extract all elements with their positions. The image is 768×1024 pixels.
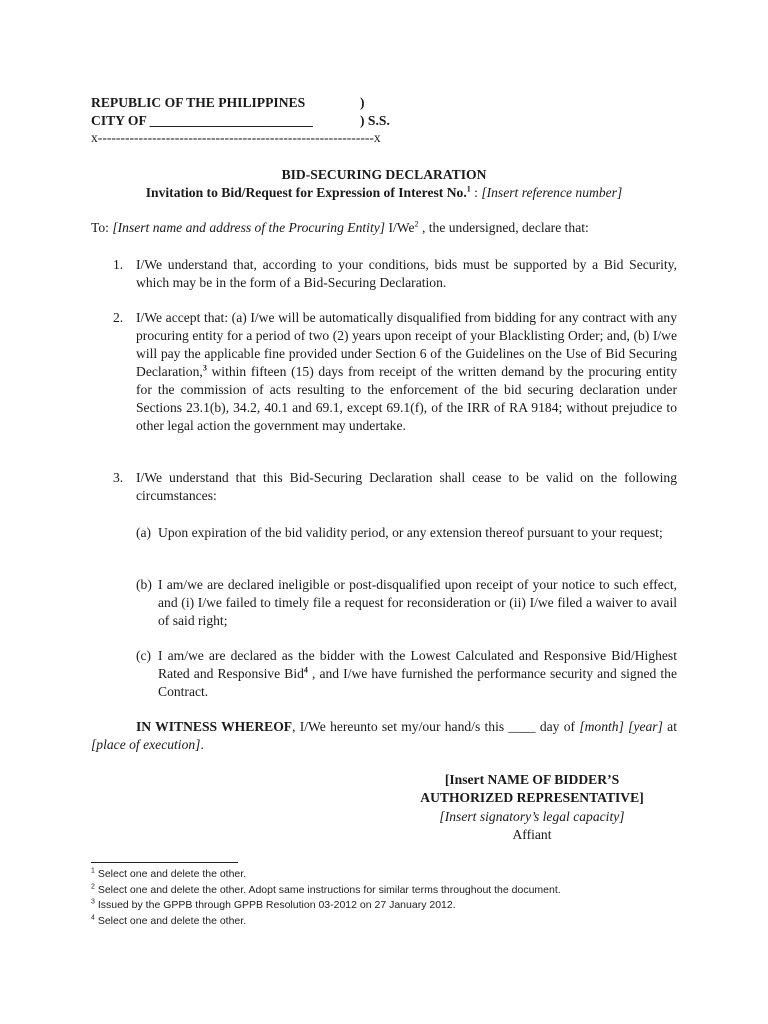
- place-placeholder: [place of execution]: [91, 737, 201, 752]
- footnote-1: [91, 867, 691, 883]
- signature-name-line-2: AUTHORIZED REPRESENTATIVE]: [420, 790, 644, 805]
- witness-clause: [91, 718, 677, 754]
- header-divider: x-------------------------------------------------------------x: [91, 130, 381, 145]
- item-3-number: 3.: [113, 470, 124, 485]
- footnote-4-text: Select one and delete the other.: [94, 914, 247, 927]
- footnote-1-text: Select one and delete the other.: [94, 868, 247, 880]
- subitem-a-label: (a): [136, 525, 152, 540]
- footnote-2: [91, 883, 691, 899]
- subitem-c-footnote-ref: 4: [303, 665, 308, 675]
- footnote-4-number: 4: [91, 914, 95, 921]
- item-1-number: 1.: [113, 257, 124, 272]
- header-ss: ) S.S.: [360, 113, 390, 128]
- footnote-divider: [91, 862, 238, 863]
- subitem-c-text: [158, 647, 677, 701]
- item-3-text: I/We understand that this Bid-Securing Declaration shall cease to be valid on the following circumstances:: [136, 470, 677, 503]
- item-2-text-a: I/We accept that: (a) I/we will be automatically disqualified from bidding for any contract with any procuring entity for a period of two (2) years upon receipt of your Blacklisting Order; and, (b) I/we will pay the applicable fine provided under Section 6 of the Guidelines on the Use of Bid Securing Declaration,: [136, 310, 677, 379]
- header-paren: ): [360, 95, 365, 110]
- witness-text: , I/We hereunto set my/our hand/s this ____ day of: [292, 719, 580, 734]
- subitem-c-label: (c): [136, 648, 152, 663]
- subitem-a-text: Upon expiration of the bid validity period, or any extension thereof pursuant to your request;: [158, 525, 663, 540]
- subitem-c-text-b: , and I/we have furnished the performance security and signed the Contract.: [158, 666, 678, 699]
- subtitle-text: Invitation to Bid/Request for Expression of Interest No.: [145, 185, 467, 200]
- subtitle-footnote-ref: 1: [466, 184, 471, 194]
- footnotes: [91, 867, 691, 929]
- footnote-3-number: 3: [91, 898, 95, 906]
- document-title: BID-SECURING DECLARATION: [281, 167, 487, 182]
- iwe-label: I/We: [385, 220, 415, 235]
- subitem-c-text-a: I am/we are declared as the bidder with the Lowest Calculated and Responsive Bid/Highest Rated and Responsive Bid: [158, 648, 677, 681]
- footnote-2-number: 2: [91, 883, 95, 890]
- item-2-number: 2.: [113, 310, 124, 325]
- footnote-2-text: Select one and delete the other. Adopt same instructions for similar terms throughout the document.: [94, 883, 561, 896]
- signatory-capacity: [Insert signatory’s legal capacity]: [439, 809, 625, 824]
- header-city: CITY OF ________________________: [91, 113, 313, 128]
- signature-name-line-1: [Insert NAME OF BIDDER’S: [444, 772, 620, 787]
- subitem-b-text: I am/we are declared ineligible or post-disqualified upon receipt of your notice to such effect, and (i) I/we failed to timely file a request for reconsideration or (ii) I/we filed a waiver to avail of said right;: [158, 577, 677, 628]
- month-placeholder: [month]: [579, 719, 624, 734]
- to-line: [91, 219, 691, 237]
- header-republic: REPUBLIC OF THE PHILIPPINES: [91, 95, 306, 110]
- footnote-1-number: 1: [91, 867, 95, 875]
- item-2-text: [136, 309, 677, 435]
- witness-lead: IN WITNESS WHEREOF: [136, 719, 293, 734]
- iwe-footnote-ref: 2: [414, 219, 419, 229]
- subitem-b-label: (b): [136, 577, 152, 592]
- document-subtitle: [0, 184, 768, 202]
- item-2-footnote-ref: 3: [202, 363, 207, 373]
- reference-number-placeholder: [Insert reference number]: [481, 185, 623, 200]
- witness-at: at: [662, 719, 677, 734]
- footnote-4: [91, 914, 691, 930]
- year-placeholder: [year]: [628, 719, 663, 734]
- footnote-3-text: Issued by the GPPB through GPPB Resolution 03-2012 on 27 January 2012.: [94, 899, 456, 911]
- footnote-3: [91, 898, 691, 914]
- witness-end: .: [200, 737, 204, 752]
- item-1-text: I/We understand that, according to your conditions, bids must be supported by a Bid Security, which may be in the form of a Bid-Securing Declaration.: [136, 257, 677, 290]
- procuring-entity-placeholder: [Insert name and address of the Procuring Entity]: [112, 220, 386, 235]
- item-2-text-b: within fifteen (15) days from receipt of the written demand by the procuring entity for the commission of acts resulting to the enforcement of the bid securing declaration under Sections 23.1(b), 34.2, 40.1 and 69.1, except 69.1(f), of the IRR of RA 9184; without prejudice to other legal action the government may undertake.: [136, 364, 677, 433]
- affiant-label: Affiant: [512, 827, 552, 842]
- to-label: To:: [91, 220, 113, 235]
- to-line-rest: , the undersigned, declare that:: [418, 220, 589, 235]
- subtitle-separator: :: [470, 185, 482, 200]
